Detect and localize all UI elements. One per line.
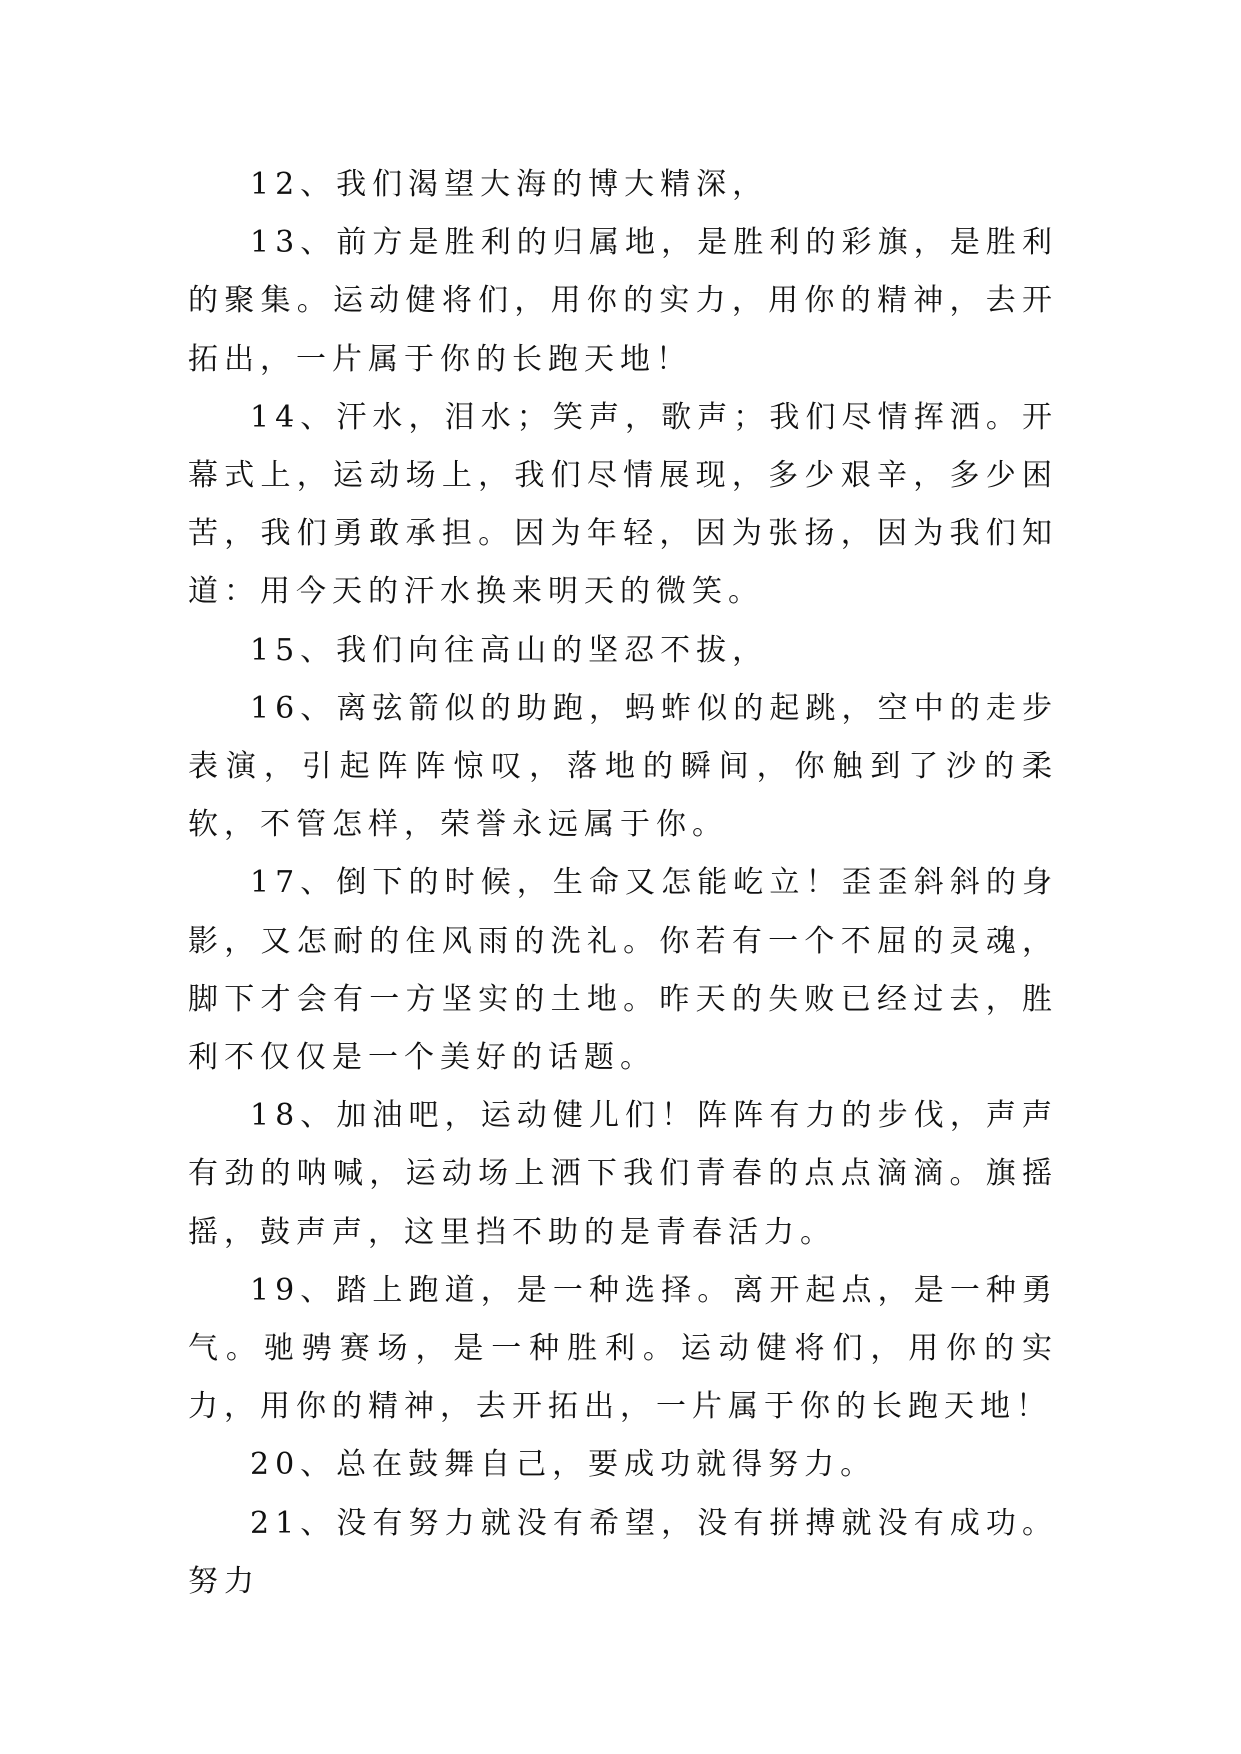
paragraph-13: 13、前方是胜利的归属地，是胜利的彩旗，是胜利的聚集。运动健将们，用你的实力，用你的精神，去开拓出，一片属于你的长跑天地！: [188, 225, 1058, 377]
paragraph-14: 14、汗水，泪水；笑声，歌声；我们尽情挥洒。开幕式上，运动场上，我们尽情展现，多少艰辛，多少困苦，我们勇敢承担。因为年轻，因为张扬，因为我们知道：用今天的汗水换来明天的微笑。: [188, 399, 1058, 610]
paragraph-19: 19、踏上跑道，是一种选择。离开起点，是一种勇气。驰骋赛场，是一种胜利。运动健将们，用你的实力，用你的精神，去开拓出，一片属于你的长跑天地！: [188, 1272, 1058, 1425]
paragraph-18: 18、加油吧，运动健儿们！阵阵有力的步伐，声声有劲的呐喊，运动场上洒下我们青春的点点滴滴。旗摇摇，鼓声声，这里挡不助的是青春活力。: [188, 1098, 1058, 1250]
paragraph-15: 15、我们向往高山的坚忍不拔，: [250, 632, 769, 668]
paragraph-16: 16、离弦箭似的助跑，蚂蚱似的起跳，空中的走步表演，引起阵阵惊叹，落地的瞬间，你触到了沙的柔软，不管怎样，荣誉永远属于你。: [188, 690, 1058, 843]
paragraph-20: 20、总在鼓舞自己，要成功就得努力。: [250, 1447, 877, 1483]
paragraph-21: 21、没有努力就没有希望，没有拼搏就没有成功。努力: [188, 1505, 1058, 1599]
paragraph-17: 17、倒下的时候，生命又怎能屹立！歪歪斜斜的身影，又怎耐的住风雨的洗礼。你若有一个不屈的灵魂，脚下才会有一方坚实的土地。昨天的失败已经过去，胜利不仅仅是一个美好的话题。: [188, 865, 1058, 1076]
document-body: [188, 156, 1058, 1611]
paragraph-12: 12、我们渴望大海的博大精深，: [250, 167, 769, 202]
